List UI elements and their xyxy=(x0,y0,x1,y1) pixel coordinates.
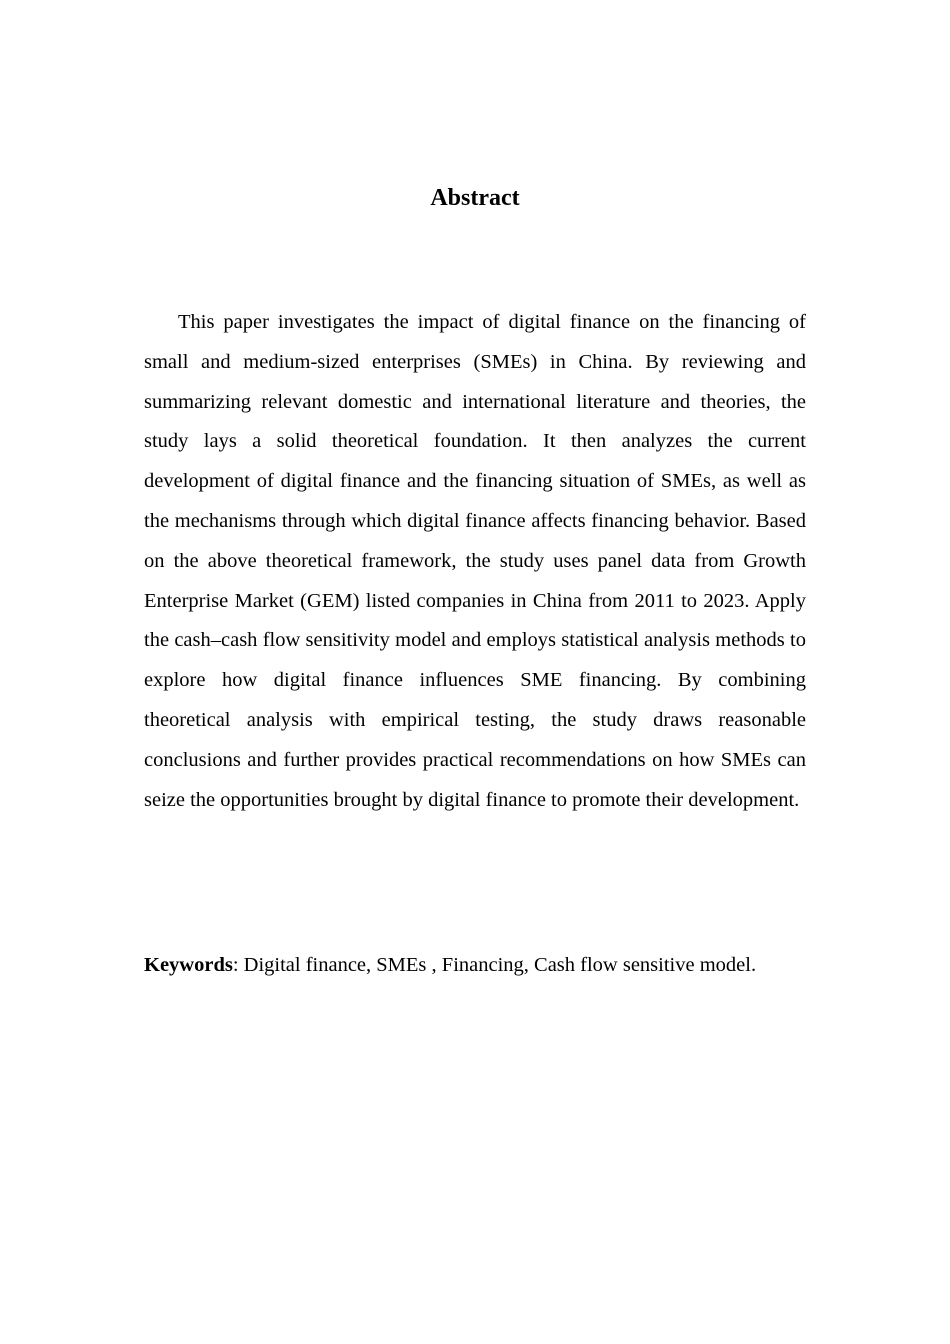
keywords-label: Keywords xyxy=(144,954,233,976)
keywords-separator: : xyxy=(232,954,244,976)
abstract-paragraph: This paper investigates the impact of digital finance on the financing of small and medium-sized enterprises (SMEs) in China. By reviewing and summarizing relevant domestic and international literature and theories, the study lays a solid theoretical foundation. It then analyzes the current development of digital finance and the financing situation of SMEs, as well as the mechanisms through which digital finance affects financing behavior. Based on the above theoretical framework, the study uses panel data from Growth Enterprise Market (GEM) listed companies in China from 2011 to 2023. Apply the cash–cash flow sensitivity model and employs statistical analysis methods to explore how digital finance influences SME financing. By combining theoretical analysis with empirical testing, the study draws reasonable conclusions and further provides practical recommendations on how SMEs can seize the opportunities brought by digital finance to promote their development. xyxy=(144,311,806,811)
abstract-body xyxy=(144,303,806,820)
abstract-title: Abstract xyxy=(430,185,520,211)
keywords-text: Digital finance, SMEs , Financing, Cash flow sensitive model. xyxy=(243,954,757,976)
keywords-line xyxy=(144,946,806,986)
